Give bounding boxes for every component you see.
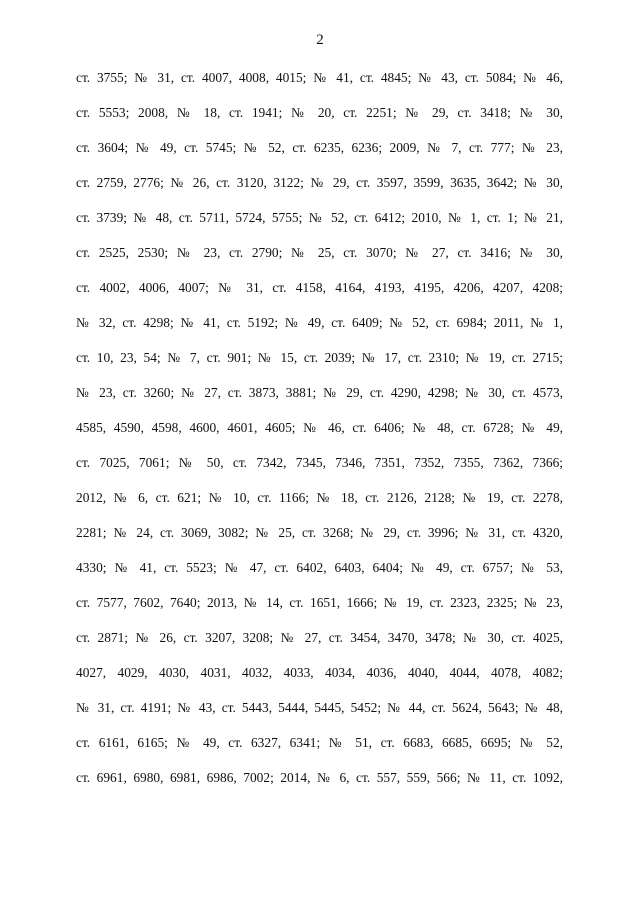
text-line: ст. 4002, 4006, 4007; № 31, ст. 4158, 4164, 4193, 4195, 4206, 4207, 4208;	[76, 280, 563, 295]
text-line: ст. 5553; 2008, № 18, ст. 1941; № 20, ст. 2251; № 29, ст. 3418; № 30,	[76, 105, 563, 120]
text-line: № 23, ст. 3260; № 27, ст. 3873, 3881; № 29, ст. 4290, 4298; № 30, ст. 4573,	[76, 385, 563, 400]
text-line: ст. 7025, 7061; № 50, ст. 7342, 7345, 7346, 7351, 7352, 7355, 7362, 7366;	[76, 455, 563, 470]
body-text	[76, 68, 563, 803]
text-line: ст. 6961, 6980, 6981, 6986, 7002; 2014, № 6, ст. 557, 559, 566; № 11, ст. 1092,	[76, 770, 563, 785]
text-line: ст. 2871; № 26, ст. 3207, 3208; № 27, ст. 3454, 3470, 3478; № 30, ст. 4025,	[76, 630, 563, 645]
text-line: ст. 3739; № 48, ст. 5711, 5724, 5755; № 52, ст. 6412; 2010, № 1, ст. 1; № 21,	[76, 210, 563, 225]
text-line: 2012, № 6, ст. 621; № 10, ст. 1166; № 18, ст. 2126, 2128; № 19, ст. 2278,	[76, 490, 563, 505]
page-number: 2	[316, 32, 324, 48]
text-line: ст. 10, 23, 54; № 7, ст. 901; № 15, ст. 2039; № 17, ст. 2310; № 19, ст. 2715;	[76, 350, 563, 365]
text-line: ст. 3755; № 31, ст. 4007, 4008, 4015; № 41, ст. 4845; № 43, ст. 5084; № 46,	[76, 70, 563, 85]
text-line: 4027, 4029, 4030, 4031, 4032, 4033, 4034, 4036, 4040, 4044, 4078, 4082;	[76, 665, 563, 680]
text-line: ст. 2525, 2530; № 23, ст. 2790; № 25, ст. 3070; № 27, ст. 3416; № 30,	[76, 245, 563, 260]
text-line: ст. 6161, 6165; № 49, ст. 6327, 6341; № 51, ст. 6683, 6685, 6695; № 52,	[76, 735, 563, 750]
text-line: ст. 7577, 7602, 7640; 2013, № 14, ст. 1651, 1666; № 19, ст. 2323, 2325; № 23,	[76, 595, 563, 610]
text-line: 4585, 4590, 4598, 4600, 4601, 4605; № 46, ст. 6406; № 48, ст. 6728; № 49,	[76, 420, 563, 435]
text-line: 2281; № 24, ст. 3069, 3082; № 25, ст. 3268; № 29, ст. 3996; № 31, ст. 4320,	[76, 525, 563, 540]
text-line: ст. 3604; № 49, ст. 5745; № 52, ст. 6235, 6236; 2009, № 7, ст. 777; № 23,	[76, 140, 563, 155]
text-line: № 32, ст. 4298; № 41, ст. 5192; № 49, ст. 6409; № 52, ст. 6984; 2011, № 1,	[76, 315, 563, 330]
text-line: 4330; № 41, ст. 5523; № 47, ст. 6402, 6403, 6404; № 49, ст. 6757; № 53,	[76, 560, 563, 575]
text-line: № 31, ст. 4191; № 43, ст. 5443, 5444, 5445, 5452; № 44, ст. 5624, 5643; № 48,	[76, 700, 563, 715]
text-line: ст. 2759, 2776; № 26, ст. 3120, 3122; № 29, ст. 3597, 3599, 3635, 3642; № 30,	[76, 175, 563, 190]
